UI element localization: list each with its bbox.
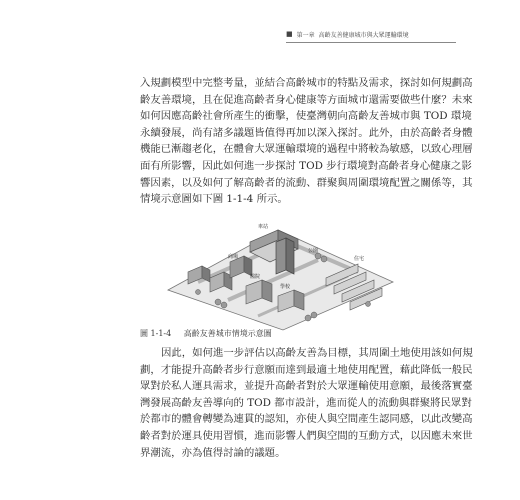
label-housing: 住宅 bbox=[354, 256, 365, 262]
paragraph-line: 響因素，以及如何了解高齡者的流動、群聚與周圍環境配置之關係等，其 bbox=[140, 176, 473, 189]
running-header bbox=[286, 26, 456, 43]
paragraph-line: 界潮流，亦為值得討論的議題。 bbox=[140, 446, 286, 459]
label-mall: 商場 bbox=[228, 254, 239, 260]
paragraph-line: 齡者對於運具使用習慣，進而影響人們與空間的互動方式，以因應未來世 bbox=[140, 429, 473, 442]
paragraph-line: 永續發展，尚有諸多議題皆值得再加以深入探討。此外，由於高齡者身體 bbox=[140, 126, 473, 139]
body-paragraph-1 bbox=[140, 75, 473, 208]
label-park: 公園 bbox=[308, 248, 319, 254]
header-title: 高齡友善健康城市與大眾運輸環境 bbox=[318, 31, 409, 39]
paragraph-line: 於都市的體會轉變為連貫的認知，亦使人與空間產生認同感，以此改變高 bbox=[140, 413, 473, 426]
caption-number: 圖 1-1-4 bbox=[140, 329, 172, 338]
label-hospital: 醫院 bbox=[250, 274, 261, 280]
tower-building bbox=[276, 238, 294, 274]
paragraph-line: 機能已漸趨老化，在體會大眾運輸環境的過程中將較為敏感，以致心理層 bbox=[140, 143, 473, 156]
header-chapter: 第一章 bbox=[296, 31, 315, 39]
caption-text: 高齡友善城市情境示意圖 bbox=[183, 329, 272, 338]
paragraph-line: 面有所影響，因此如何進一步探討 TOD 步行環境對高齡者身心健康之影 bbox=[140, 159, 472, 172]
paragraph-line: 入規劃模型中完整考量，並結合高齡城市的特點及需求，探討如何規劃高 bbox=[140, 77, 473, 89]
paragraph-line: 劃，才能提升高齡者步行意願而達到最適土地使用配置，藉此降低一般民 bbox=[140, 363, 473, 376]
body-paragraph-2 bbox=[140, 345, 473, 461]
paragraph-line: 因此，如何進一步評估以高齡友善為目標，其周圍土地使用該如何規 bbox=[161, 347, 473, 359]
paragraph-line: 眾對於私人運具需求，並提升高齡者對於大眾運輸使用意願，最後落實臺 bbox=[140, 380, 473, 393]
paragraph-line: 灣發展高齡友善導向的 TOD 都市設計，進而從人的流動與群聚將民眾對 bbox=[140, 396, 472, 409]
label-school: 學校 bbox=[280, 284, 291, 290]
paragraph-line: 情境示意圖如下圖 1-1-4 所示。 bbox=[140, 193, 288, 206]
paragraph-line: 齡友善環境，且在促進高齡者身心健康等方面城市還需要做些什麼？未來 bbox=[140, 93, 473, 106]
paragraph-line: 如何因應高齡社會所產生的衝擊，使臺灣朝向高齡友善城市與 TOD 環境 bbox=[140, 110, 472, 123]
label-station: 車站 bbox=[258, 224, 269, 230]
city-illustration bbox=[158, 212, 398, 332]
figure-caption bbox=[140, 328, 282, 339]
header-marker: ■ bbox=[286, 30, 293, 38]
